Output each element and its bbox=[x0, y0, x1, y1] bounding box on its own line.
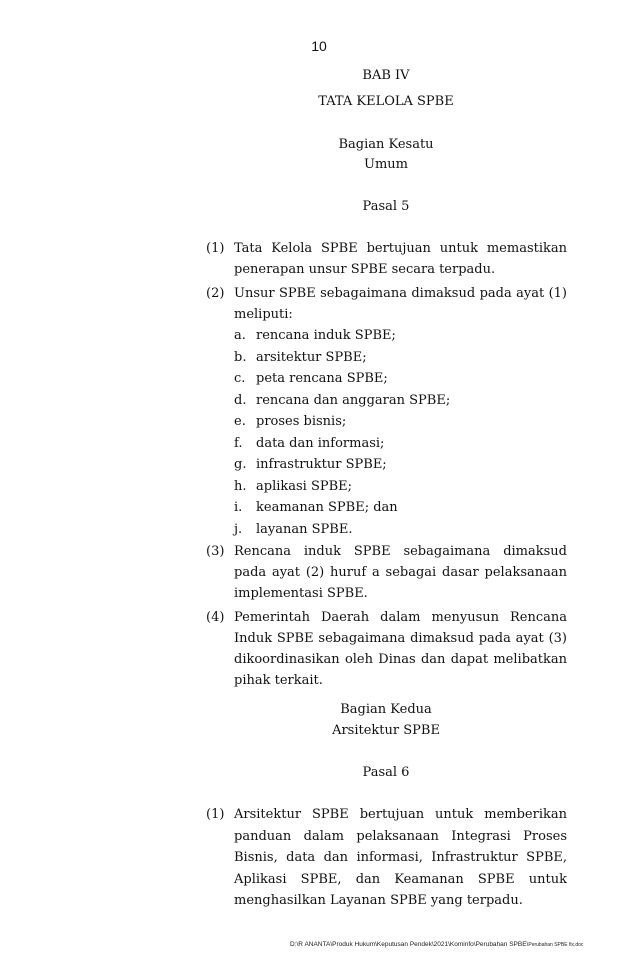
footer-filename: Perubahan SPBE fix.doc bbox=[528, 942, 584, 948]
list-letter: f. bbox=[234, 435, 243, 451]
clause-text: Rencana induk SPBE sebagaimana dimaksud pada ayat (2) huruf a sebagai dasar pelaksanaan implementasi SPBE. bbox=[234, 544, 567, 601]
list-text: proses bisnis; bbox=[256, 414, 347, 429]
list-item bbox=[234, 454, 567, 476]
list-letter: a. bbox=[234, 328, 246, 343]
list-item bbox=[234, 476, 567, 498]
clause-item bbox=[206, 804, 567, 912]
clause-text: Tata Kelola SPBE bertujuan untuk memastikan penerapan unsur SPBE secara terpadu. bbox=[234, 241, 567, 277]
section-subtitle: Arsitektur SPBE bbox=[332, 723, 440, 738]
list-item bbox=[234, 325, 567, 347]
footer-path: D:\R ANANTA\Produk Hukum\Keputusan Pendek\2021\Kominfo\Perubahan SPBE\ bbox=[290, 941, 529, 948]
list-item bbox=[234, 411, 567, 433]
section-title: Bagian Kedua bbox=[340, 702, 432, 717]
list-letter: j. bbox=[234, 521, 243, 537]
list-item bbox=[234, 347, 567, 369]
list-text: keamanan SPBE; dan bbox=[256, 500, 398, 515]
list-item bbox=[234, 368, 567, 390]
clause-number: (1) bbox=[206, 241, 225, 256]
clause-item bbox=[206, 541, 567, 604]
list-text: layanan SPBE. bbox=[256, 521, 353, 537]
file-path-footer bbox=[290, 941, 610, 948]
clause-number: (1) bbox=[206, 807, 225, 822]
list-text: peta rencana SPBE; bbox=[256, 371, 388, 386]
list-text: arsitektur SPBE; bbox=[256, 349, 367, 365]
list-text: data dan informasi; bbox=[256, 435, 385, 451]
list-letter: h. bbox=[234, 478, 247, 494]
list-letter: g. bbox=[234, 457, 247, 472]
list-letter: i. bbox=[234, 500, 243, 515]
list-item bbox=[234, 519, 567, 541]
list-letter: c. bbox=[234, 371, 246, 386]
clause-text: Arsitektur SPBE bertujuan untuk memberikan panduan dalam pelaksanaan Integrasi Proses Bisnis, data dan informasi, Infrastruktur SPBE, Aplikasi SPBE, dan Keamanan SPBE untuk menghasilkan Layanan SPBE yang terpadu. bbox=[234, 807, 567, 908]
clause-item bbox=[206, 283, 567, 325]
article-title: Pasal 5 bbox=[362, 199, 410, 214]
section-subtitle: Umum bbox=[364, 157, 408, 172]
list-item bbox=[234, 390, 567, 412]
chapter-title: BAB IV bbox=[362, 68, 410, 83]
clause-number: (3) bbox=[206, 544, 225, 559]
chapter-subtitle: TATA KELOLA SPBE bbox=[318, 94, 454, 109]
list-letter: d. bbox=[234, 392, 247, 408]
page-number: 10 bbox=[311, 38, 327, 54]
clause-text: Unsur SPBE sebagaimana dimaksud pada ayat (1) meliputi: bbox=[234, 286, 567, 322]
section-title: Bagian Kesatu bbox=[338, 137, 434, 152]
clause-item bbox=[206, 238, 567, 280]
list-item bbox=[234, 497, 567, 519]
article-5-body bbox=[206, 238, 567, 691]
clause-text: Pemerintah Daerah dalam menyusun Rencana Induk SPBE sebagaimana dimaksud pada ayat (3) dikoordinasikan oleh Dinas dan dapat melibatkan pihak terkait. bbox=[234, 610, 567, 688]
clause-number: (4) bbox=[206, 610, 225, 625]
clause-item bbox=[206, 607, 567, 691]
list-text: rencana dan anggaran SPBE; bbox=[256, 392, 451, 408]
list-letter: e. bbox=[234, 414, 246, 429]
list-item bbox=[234, 433, 567, 455]
clause-number: (2) bbox=[206, 286, 225, 301]
list-text: aplikasi SPBE; bbox=[256, 478, 353, 494]
article-6-body bbox=[206, 804, 567, 912]
list-text: rencana induk SPBE; bbox=[256, 328, 396, 343]
list-letter: b. bbox=[234, 349, 247, 365]
list-text: infrastruktur SPBE; bbox=[256, 457, 387, 472]
article-title: Pasal 6 bbox=[362, 765, 410, 780]
